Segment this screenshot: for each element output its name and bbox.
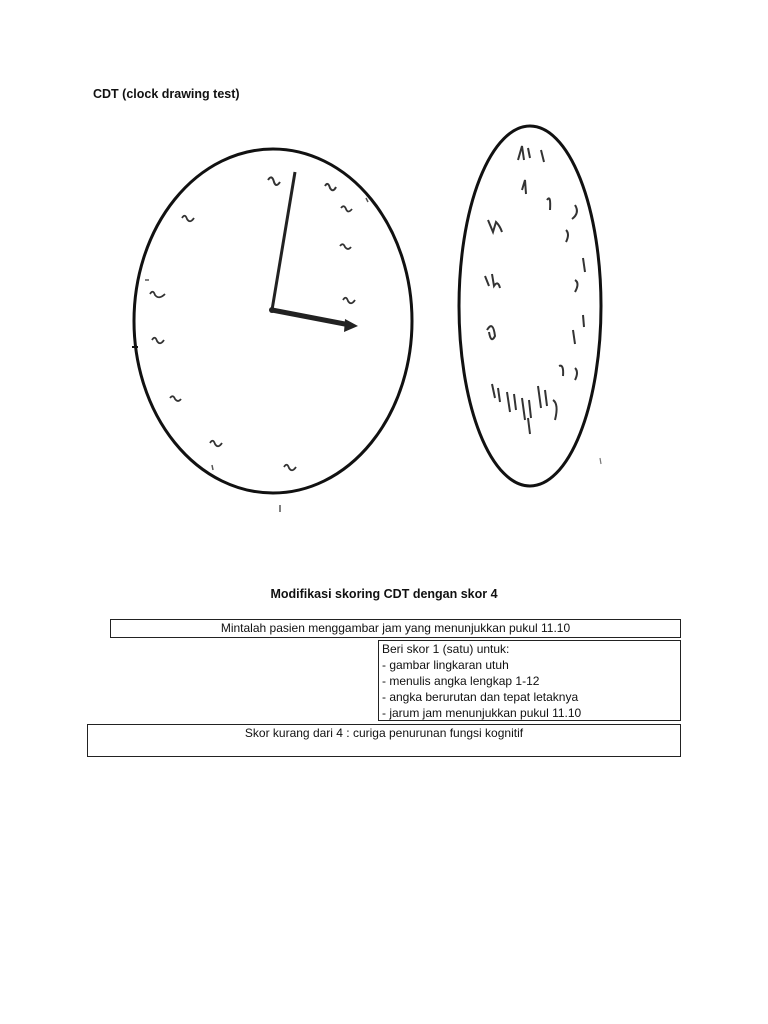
score-criteria-item: - angka berurutan dan tepat letaknya — [382, 690, 579, 704]
score-criteria-box — [378, 640, 681, 721]
clock-drawing-normal — [132, 149, 412, 512]
clock-drawing-impaired — [459, 126, 601, 486]
instruction-box — [110, 619, 681, 638]
score-criteria-item: - menulis angka lengkap 1-12 — [382, 674, 540, 688]
score-criteria-intro: Beri skor 1 (satu) untuk: — [382, 642, 510, 656]
instruction-text: Mintalah pasien menggambar jam yang menunjukkan pukul 11.10 — [220, 621, 571, 635]
score-criteria-item: - jarum jam menunjukkan pukul 11.10 — [382, 706, 582, 720]
score-criteria-item: - gambar lingkaran utuh — [382, 658, 509, 672]
document-heading: CDT (clock drawing test) — [93, 87, 240, 101]
conclusion-text: Skor kurang dari 4 : curiga penurunan fungsi kognitif — [244, 726, 524, 740]
scoring-subtitle: Modifikasi skoring CDT dengan skor 4 — [270, 587, 498, 601]
conclusion-box — [87, 724, 681, 757]
